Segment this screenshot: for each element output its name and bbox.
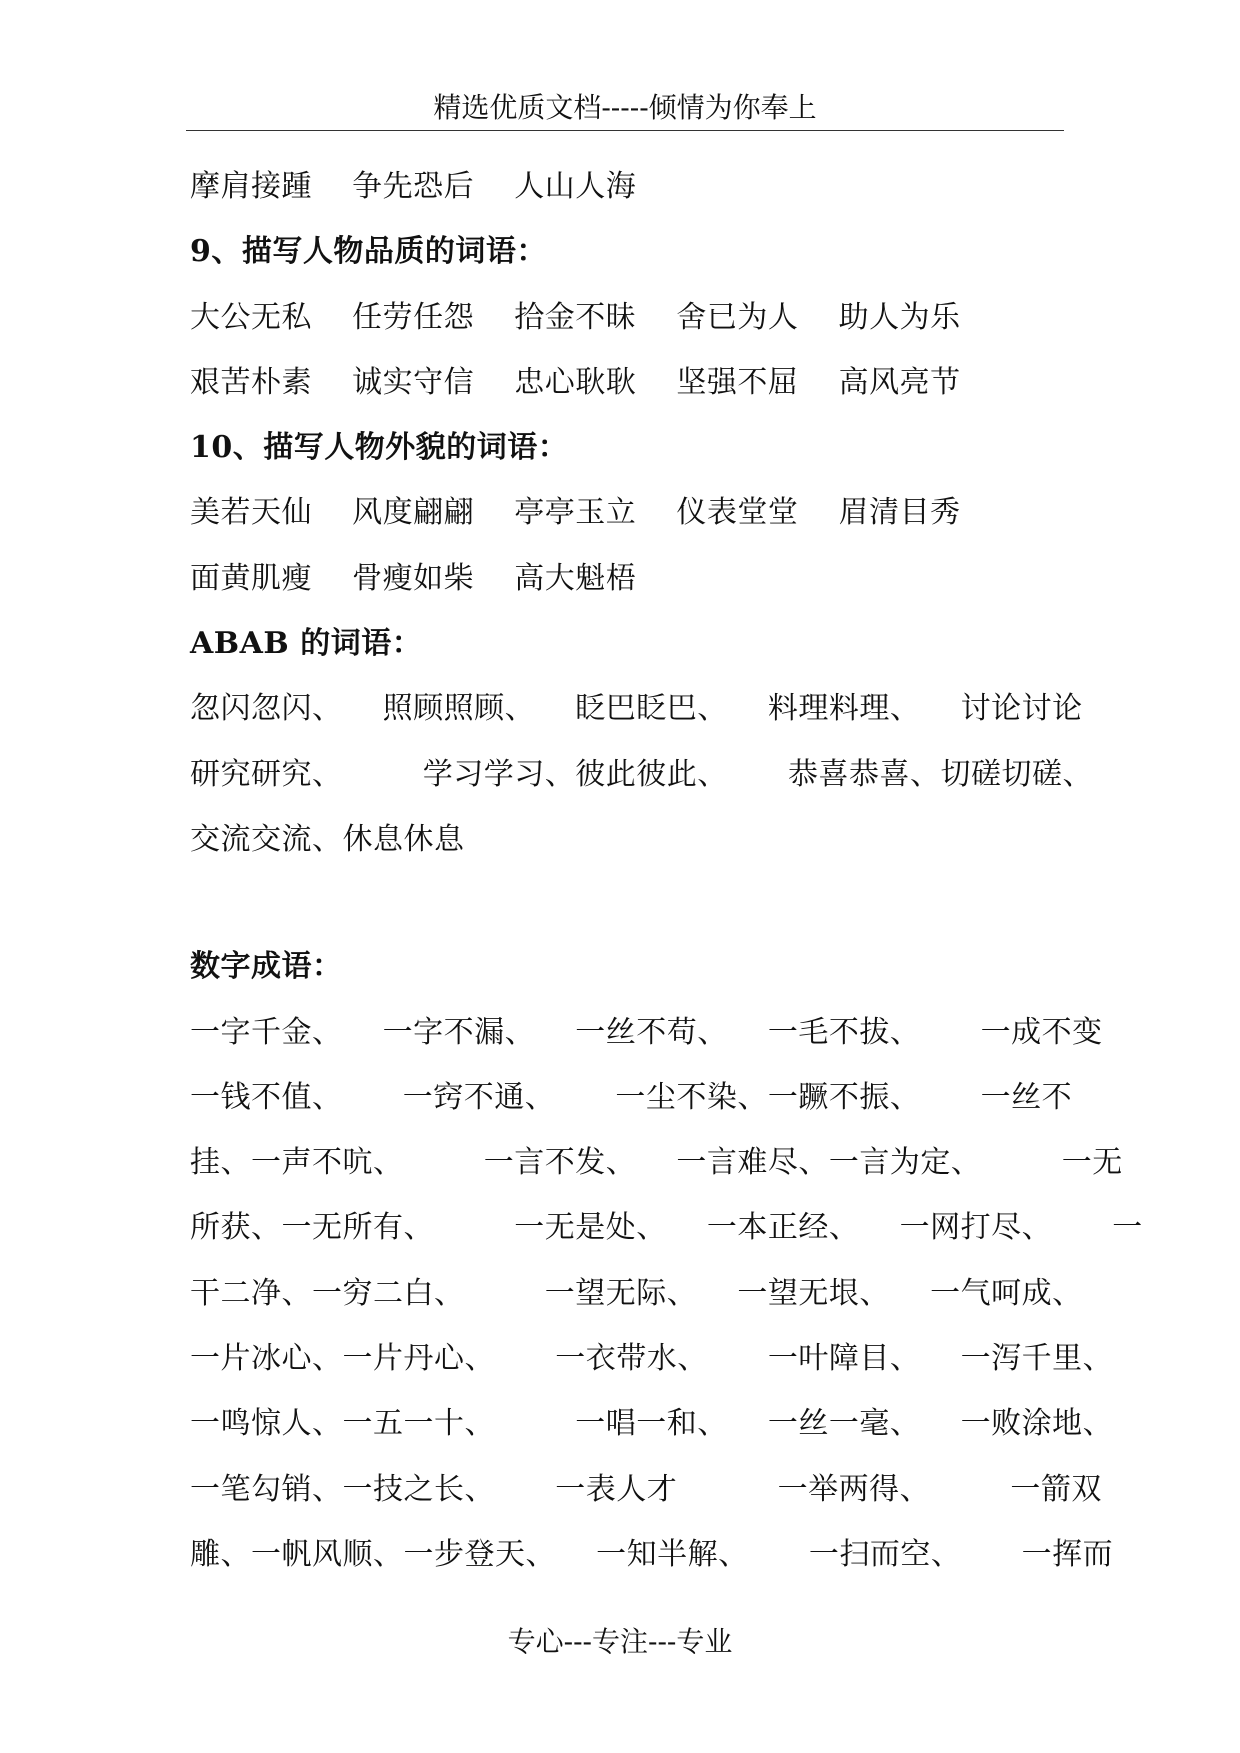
- idiom-line: 美若天仙 风度翩翩 亭亭玉立 仪表堂堂 眉清目秀: [190, 495, 961, 531]
- idiom-line: 一片冰心、一片丹心、 一衣带水、 一叶障目、 一泻千里、: [190, 1341, 1114, 1377]
- section-heading-appearance: 10、描写人物外貌的词语：: [190, 430, 569, 466]
- word-line: 研究研究、 学习学习、彼此彼此、 恭喜恭喜、切磋切磋、: [190, 756, 1094, 792]
- page-footer: 专心---专注---专业: [507, 1625, 733, 1658]
- idiom-line: 一钱不值、 一窍不通、 一尘不染、一蹶不振、 一丝不: [190, 1079, 1073, 1115]
- section-heading-number-idioms: 数字成语：: [190, 949, 343, 985]
- document-body: [190, 154, 1143, 1587]
- page-header: 精选优质文档-----倾情为你奉上: [186, 86, 1064, 131]
- idiom-line: 一笔勾销、一技之长、 一表人才 一举两得、 一箭双: [190, 1471, 1102, 1507]
- word-line: 交流交流、休息休息: [190, 821, 465, 857]
- idiom-line: 挂、一声不吭、 一言不发、 一言难尽、一言为定、 一无: [190, 1145, 1123, 1181]
- idiom-line: 一字千金、 一字不漏、 一丝不苟、 一毛不拔、 一成不变: [190, 1014, 1103, 1050]
- idiom-line: 干二净、一穷二白、 一望无际、 一望无垠、 一气呵成、: [190, 1275, 1083, 1311]
- idiom-line: 面黄肌瘦 骨瘦如柴 高大魁梧: [190, 560, 637, 596]
- idiom-line: 大公无私 任劳任怨 拾金不昧 舍已为人 助人为乐: [190, 299, 961, 335]
- section-heading-character-quality: 9、描写人物品质的词语：: [190, 234, 547, 270]
- idiom-line: 雕、一帆风顺、一步登天、 一知半解、 一扫而空、 一挥而: [190, 1536, 1114, 1572]
- section-heading-abab: ABAB 的词语：: [190, 626, 423, 662]
- idiom-line: 所获、一无所有、 一无是处、 一本正经、 一网打尽、 一: [190, 1210, 1143, 1246]
- idiom-line: 一鸣惊人、一五一十、 一唱一和、 一丝一毫、 一败涂地、: [190, 1406, 1114, 1442]
- section-spacer: [190, 872, 1070, 934]
- word-line: 忽闪忽闪、 照顾照顾、 眨巴眨巴、 料理料理、 讨论讨论: [190, 691, 1083, 727]
- idiom-line: 摩肩接踵 争先恐后 人山人海: [190, 169, 637, 204]
- idiom-line: 艰苦朴素 诚实守信 忠心耿耿 坚强不屈 高风亮节: [190, 364, 961, 400]
